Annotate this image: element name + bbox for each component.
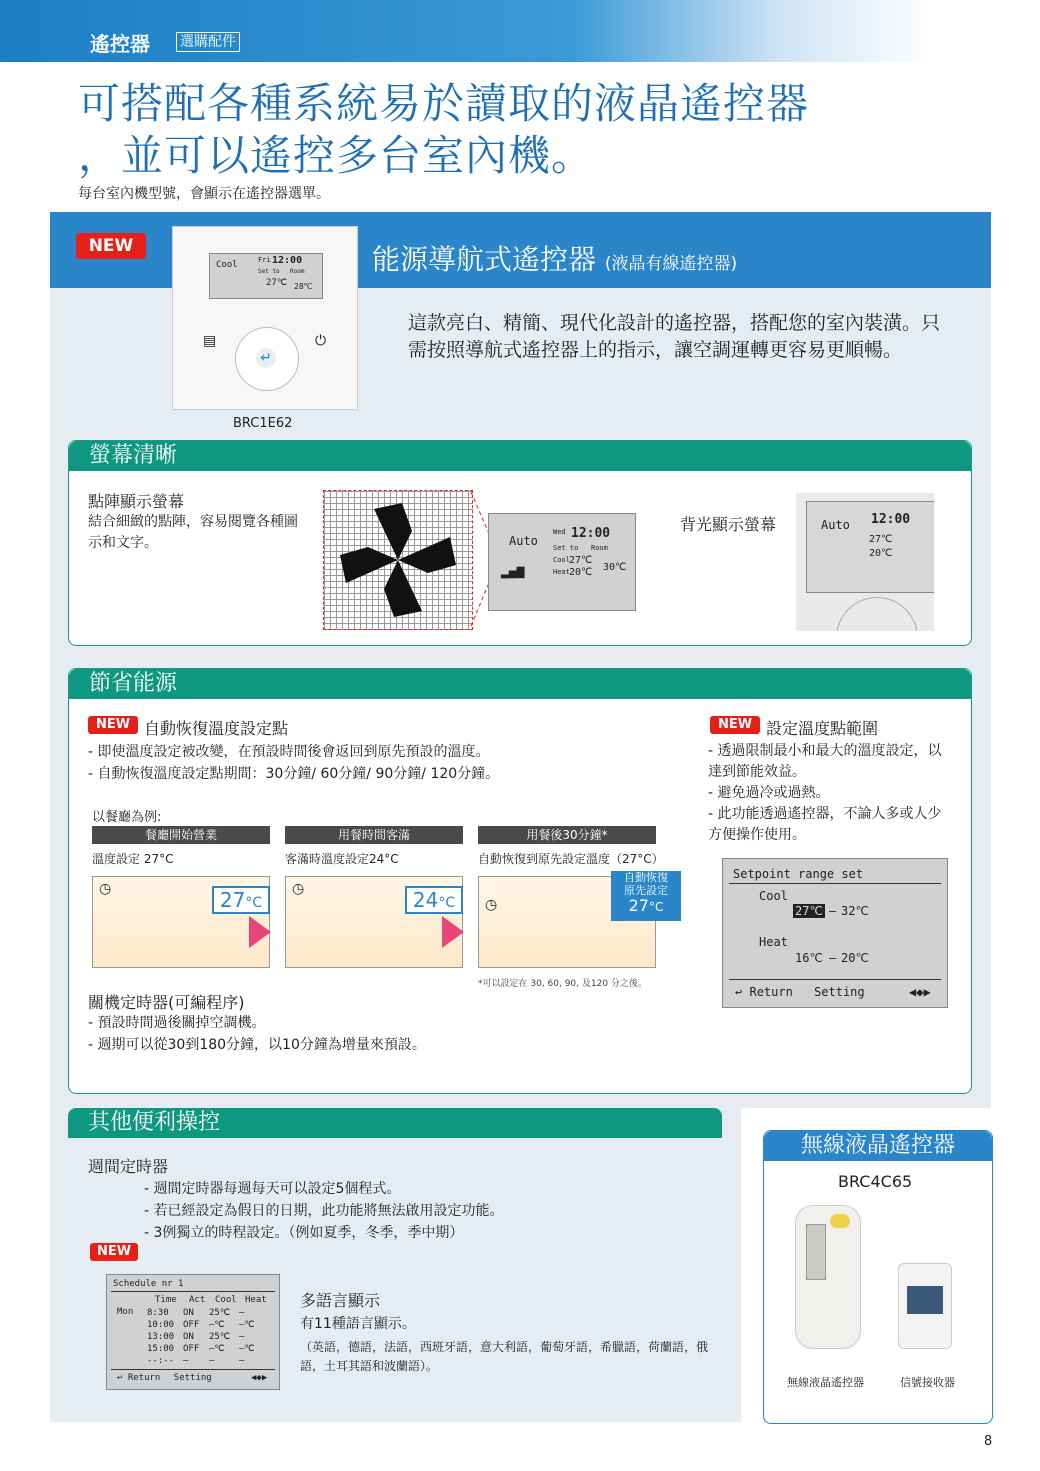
wireless-heading: 無線液晶遙控器 — [764, 1131, 992, 1161]
arrow-right-icon — [442, 916, 464, 948]
scene-caption: 溫度設定 27°C — [92, 852, 174, 866]
lcd-cool-temp: 27℃ — [569, 555, 593, 566]
schedule-header: Cool — [215, 1295, 237, 1305]
lcd-footer — [117, 1373, 212, 1383]
section-title: 遙控器 — [90, 32, 150, 56]
weekly-timer-points — [144, 1178, 504, 1244]
scene-bar: 餐廳開始營業 — [92, 826, 270, 844]
schedule-title: Schedule nr 1 — [113, 1279, 184, 1289]
wireless-model: BRC4C65 — [838, 1172, 913, 1191]
scene-temp-unit: °C — [245, 895, 263, 911]
badge-line: 原先設定 — [624, 884, 668, 897]
schedule-rows — [147, 1307, 255, 1367]
hero-title — [372, 238, 737, 278]
subline: 每台室內機型號，會顯示在遙控器選單。 — [78, 186, 330, 202]
signal-receiver-image — [898, 1263, 952, 1349]
range-title: 設定溫度點範圍 — [766, 719, 879, 738]
auto-restore-title: 自動恢復溫度設定點 — [144, 719, 289, 738]
hero-title-main: 能源導航式遙控器 — [372, 243, 597, 276]
schedule-header: Heat — [245, 1295, 267, 1305]
lcd-set-to: Set to — [553, 544, 579, 552]
lcd-heat-label: Heat — [759, 935, 788, 949]
scene-bar: 用餐後30分鐘* — [478, 826, 656, 844]
lcd-title: Setpoint range set — [733, 867, 864, 881]
headline-line-1: 可搭配各種系統易於讀取的液晶遙控器 — [78, 79, 810, 128]
schedule-row: 15:00 OFF —℃ —℃ — [147, 1344, 255, 1354]
receiver-caption: 信號接收器 — [900, 1376, 955, 1389]
lcd-time: 12:00 — [571, 526, 611, 541]
clock-icon: ◷ — [292, 881, 305, 897]
scene-caption: 自動恢復到原先設定溫度（27°C） — [478, 852, 664, 866]
wireless-remote-caption: 無線液晶遙控器 — [787, 1376, 864, 1389]
lcd-return: Return — [127, 1373, 161, 1383]
backlight-time: 12:00 — [871, 512, 911, 527]
new-tag: NEW — [88, 716, 138, 734]
lcd-room-temp: 28℃ — [294, 282, 313, 291]
lcd-day: Wed — [553, 528, 566, 536]
lcd-divider — [729, 883, 941, 884]
arrows-icon: ◀◆▶ — [251, 1373, 268, 1383]
backlight-heat-temp: 20℃ — [869, 548, 893, 559]
section-badge: 選購配件 — [176, 32, 240, 52]
lcd-divider — [111, 1369, 275, 1370]
dot-matrix-title: 點陣顯示螢幕 — [88, 492, 185, 511]
lcd-cool-label: Cool — [759, 889, 788, 903]
range-point: - 透過限制最小和最大的溫度設定，以達到節能效益。 — [708, 743, 942, 780]
lcd-heat: Heat — [553, 568, 570, 576]
lcd-divider — [729, 979, 941, 980]
scene-caption: 客滿時溫度設定24°C — [285, 852, 399, 866]
remote-display — [806, 1224, 826, 1280]
wireless-remote-image — [795, 1205, 861, 1349]
header-bar — [0, 0, 1040, 62]
off-timer-point: - 預設時間過後關掉空調機。 — [88, 1015, 266, 1031]
lcd-cool-max: 32℃ — [841, 904, 869, 918]
lcd-heat-min: 16℃ — [795, 951, 823, 965]
lcd-heat-max: 20℃ — [841, 951, 869, 965]
range-point: - 此功能透過遙控器，不論人多或人少方便操作使用。 — [708, 806, 942, 843]
lcd-set-to: Set to — [258, 268, 280, 275]
weekly-timer-point: - 週間定時器每週每天可以設定5個程式。 — [144, 1181, 401, 1197]
dot-matrix-desc: 結合細緻的點陣，容易閱覽各種圖示和文字。 — [88, 514, 298, 551]
schedule-lcd — [106, 1274, 280, 1390]
backlight-cool-temp: 27℃ — [869, 534, 893, 545]
signal-bars-icon: ▂▄▆ — [501, 564, 525, 579]
power-icon: ⏻ — [315, 333, 327, 349]
scene-temp-box — [405, 886, 463, 914]
schedule-row: --:-- — — — — [147, 1356, 245, 1366]
off-timer-point: - 週期可以從30到180分鐘，以10分鐘為增量來預設。 — [88, 1037, 426, 1053]
range-point: - 避免過冷或過熱。 — [708, 785, 830, 801]
new-tag: NEW — [90, 1243, 138, 1261]
hero-model: BRC1E62 — [233, 416, 293, 431]
fan-icon — [324, 491, 472, 629]
return-icon: ↩ — [735, 985, 743, 999]
wired-remote-image — [172, 226, 358, 410]
return-icon: ↩ — [117, 1373, 123, 1383]
lcd-room: Room — [591, 544, 608, 552]
lcd-mode: Auto — [509, 534, 538, 548]
example-label: 以餐廳為例: — [92, 810, 162, 825]
lcd-return: Return — [749, 985, 793, 999]
schedule-row: 13:00 ON 25℃ — — [147, 1332, 245, 1342]
other-heading: 其他便利操控 — [68, 1108, 722, 1138]
page-headline — [78, 78, 809, 182]
scene-temp: 24 — [412, 888, 439, 912]
range-points — [708, 741, 948, 846]
lcd-day: Fri — [258, 256, 271, 264]
headline-line-2: ，並可以遙控多台室內機。 — [78, 131, 595, 180]
multilang-title: 多語言顯示 — [300, 1291, 381, 1310]
auto-restore-points — [88, 741, 499, 785]
lcd-setting: Setting — [814, 985, 865, 999]
lcd-room: Room — [290, 268, 305, 275]
scene-temp: 27 — [219, 888, 246, 912]
arrows-icon: ◀◆▶ — [909, 985, 931, 999]
energy-heading: 節省能源 — [69, 669, 971, 699]
lcd-set-temp: 27℃ — [266, 278, 287, 288]
multilang-list: （英語，德語，法語，西班牙語，意大利語，葡萄牙語，希臘語，荷蘭語，俄語，土耳其語和波蘭語）。 — [300, 1340, 709, 1373]
schedule-row: 8:30 ON 25℃ — — [147, 1308, 245, 1318]
off-timer-points — [88, 1012, 426, 1056]
schedule-header: Time — [155, 1295, 177, 1305]
badge-line: 自動恢復 — [624, 871, 668, 884]
screen-heading: 螢幕清晰 — [69, 441, 971, 471]
schedule-row: 10:00 OFF —℃ —℃ — [147, 1320, 255, 1330]
arrow-right-icon — [249, 916, 271, 948]
new-tag: NEW — [710, 716, 760, 734]
lcd-setting: Setting — [173, 1373, 212, 1383]
scene-temp: 27 — [628, 896, 649, 915]
off-timer-title: 關機定時器(可編程序) — [88, 993, 245, 1012]
hero-description: 這款亮白、精簡、現代化設計的遙控器，搭配您的室內裝潢。只需按照導航式遙控器上的指示，讓空調運轉更容易更順暢。 — [408, 312, 941, 361]
new-tag: NEW — [76, 233, 146, 259]
weekly-timer-point: - 若已經設定為假日的日期，此功能將無法啟用設定功能。 — [144, 1203, 504, 1219]
lcd-mode: Cool — [216, 260, 238, 270]
page-number: 8 — [984, 1434, 993, 1449]
clock-icon: ◷ — [99, 881, 112, 897]
scene-temp-box — [212, 886, 270, 914]
lcd-room-temp: 30℃ — [603, 562, 627, 573]
backlight-lcd — [806, 501, 934, 593]
other-panel — [68, 1108, 722, 1138]
remote-lcd — [209, 253, 323, 299]
auto-restore-badge — [611, 871, 681, 921]
lcd-divider — [111, 1291, 275, 1292]
screen-lcd — [488, 513, 636, 611]
menu-icon: ▤ — [203, 333, 217, 349]
lcd-heat-temp: 20℃ — [569, 567, 593, 578]
scene-temp-unit: °C — [648, 900, 664, 914]
schedule-header: Act — [189, 1295, 206, 1305]
backlight-title: 背光顯示螢幕 — [680, 515, 777, 534]
hero-title-sub: (液晶有線遙控器) — [604, 254, 738, 274]
dot-matrix-zoom — [323, 490, 473, 630]
lcd-footer — [735, 985, 865, 999]
remote-button — [830, 1214, 850, 1228]
lcd-time: 12:00 — [272, 255, 303, 266]
footnote: *可以設定在 30, 60, 90, 及120 分之後。 — [478, 979, 647, 989]
clock-icon: ◷ — [485, 897, 498, 913]
auto-restore-point: - 即使溫度設定被改變，在預設時間後會返回到原先預設的溫度。 — [88, 744, 490, 760]
backlight-mode: Auto — [821, 518, 850, 532]
backlight-dial — [836, 597, 918, 631]
scene-temp-unit: °C — [438, 895, 456, 911]
multilang-desc: 有11種語言顯示。 — [300, 1316, 416, 1332]
schedule-day: Mon — [117, 1307, 134, 1317]
weekly-timer-title: 週間定時器 — [88, 1157, 169, 1176]
enter-icon: ↵ — [256, 348, 276, 368]
auto-restore-point: - 自動恢復溫度設定點期間：30分鐘/ 60分鐘/ 90分鐘/ 120分鐘。 — [88, 766, 500, 782]
setpoint-range-lcd: Setpoint range set Cool 27℃ – 32℃ Heat 16℃ – 20℃ ↩ Return Setting ◀◆▶ — [722, 858, 948, 1008]
lcd-cool-min: 27℃ — [795, 904, 823, 918]
weekly-timer-point: - 3例獨立的時程設定。（例如夏季，冬季，季中期） — [144, 1225, 464, 1241]
receiver-window — [907, 1286, 943, 1314]
scene-bar: 用餐時間客滿 — [285, 826, 463, 844]
lcd-cool: Cool — [553, 556, 570, 564]
backlight-image — [796, 493, 934, 631]
